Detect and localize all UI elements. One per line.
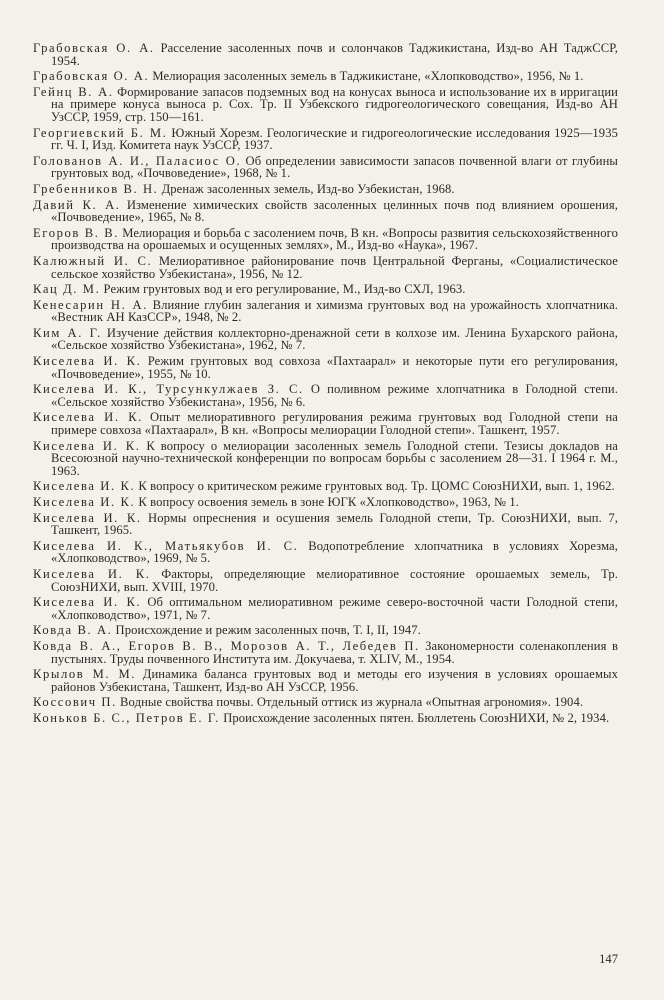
reference-text: К вопросу о критическом режиме грунтовых вод. Тр. ЦОМС СоюзНИХИ, вып. 1, 1962.: [138, 479, 615, 494]
reference-author: Киселева И. К.: [33, 510, 142, 525]
reference-author: Киселева И. К.: [33, 495, 136, 509]
reference-text: Формирование запасов подземных вод на конусах выноса и использование их в ирригации на примере конуса выноса р. Сох. Тр. II Узбекского гидрогеологического совещания, Изд-во АН УзССР, 1959, стр. 150—161.: [51, 84, 618, 124]
reference-entry: [33, 512, 618, 537]
reference-author: Коссович П.: [33, 695, 117, 710]
reference-author: Кенесарин Н. А.: [33, 297, 148, 312]
reference-text: Изучение действия коллекторно-дренажной сети в колхозе им. Ленина Бухарского района, «Сельское хозяйство Узбекистана», 1962, № 7.: [51, 325, 618, 353]
reference-author: Ковда В. А., Егоров В. В., Морозов А. Т., Лебедев П.: [33, 638, 420, 653]
reference-author: Георгиевский Б. М.: [33, 125, 168, 140]
reference-entry: [33, 480, 618, 493]
reference-author: Киселева И. К.: [33, 354, 142, 369]
reference-entry: [33, 411, 618, 436]
reference-author: Гейнц В. А.: [33, 84, 114, 99]
reference-author: Киселева И. К.: [33, 438, 141, 453]
reference-author: Голованов А. И., Паласиос О.: [33, 153, 242, 168]
reference-author: Калюжный И. С.: [33, 253, 153, 268]
reference-text: К вопросу о мелиорации засоленных земель Голодной степи. Тезисы докладов на Всесоюзной научно-технической конференции по вопросам борьбы с засолением 28—31. I 1964 г. М., 1963.: [51, 438, 618, 478]
reference-entry: [33, 199, 618, 224]
reference-author: Кац Д. М.: [33, 282, 101, 297]
reference-text: Нормы опреснения и осушения земель Голодной степи, Тр. СоюзНИХИ, вып. 7, Ташкент, 1965.: [51, 510, 618, 538]
reference-entry: [33, 183, 618, 196]
reference-entry: [33, 227, 618, 252]
reference-entry: [33, 712, 618, 725]
reference-text: Расселение засоленных почв и солончаков Таджикистана, Изд-во АН ТаджССР, 1954.: [51, 41, 618, 68]
reference-author: Киселева И. К., Матьякубов И. С.: [33, 538, 299, 553]
reference-author: Егоров В. В.: [33, 225, 120, 240]
reference-author: Киселева И. К.: [33, 479, 136, 494]
reference-text: Происхождение и режим засоленных почв, Т. I, II, 1947.: [115, 623, 421, 638]
reference-entry: [33, 568, 618, 593]
reference-text: Факторы, определяющие мелиоративное состояние орошаемых земель, Тр. СоюзНИХИ, вып. XVIII, 1970.: [51, 566, 618, 594]
reference-author: Ковда В. А.: [33, 623, 113, 638]
reference-author: Грабовская О. А.: [33, 41, 155, 55]
reference-author: Гребенников В. Н.: [33, 181, 159, 196]
reference-entry: [33, 624, 618, 637]
reference-list: [33, 42, 618, 728]
reference-entry: [33, 496, 618, 509]
reference-author: Крылов М. М.: [33, 667, 137, 682]
reference-entry: [33, 440, 618, 478]
reference-text: Мелиорация засоленных земель в Таджикистане, «Хлопководство», 1956, № 1.: [152, 69, 584, 84]
reference-text: Дренаж засоленных земель, Изд-во Узбекистан, 1968.: [161, 181, 455, 196]
reference-author: Коньков Б. С., Петров Е. Г.: [33, 710, 221, 725]
reference-entry: [33, 640, 618, 665]
reference-entry: [33, 596, 618, 621]
reference-entry: [33, 668, 618, 693]
reference-entry: [33, 355, 618, 380]
reference-author: Грабовская О. А.: [33, 69, 150, 84]
reference-entry: [33, 327, 618, 352]
reference-author: Ким А. Г.: [33, 325, 102, 340]
reference-text: Изменение химических свойств засоленных целинных почв под влиянием орошения, «Почвоведение», 1965, № 8.: [51, 197, 618, 225]
reference-text: Водопотребление хлопчатника в условиях Хорезма, «Хлопководство», 1969, № 5.: [51, 538, 618, 566]
reference-text: Происхождение засоленных пятен. Бюллетень СоюзНИХИ, № 2, 1934.: [223, 710, 610, 725]
reference-text: Влияние глубин залегания и химизма грунтовых вод на урожайность хлопчатника. «Вестник АН КазССР», 1948, № 2.: [51, 297, 619, 325]
reference-text: Мелиоративное районирование почв Центральной Ферганы, «Социалистическое сельское хозяйство Узбекистана», 1956, № 12.: [51, 253, 618, 281]
page-number: 147: [599, 952, 618, 966]
reference-text: Режим грунтовых вод совхоза «Пахтаарал» и некоторые пути его регулирования, «Почвоведение», 1955, № 10.: [51, 354, 618, 381]
reference-text: Режим грунтовых вод и его регулирование, М., Изд-во СХЛ, 1963.: [103, 282, 466, 297]
reference-author: Киселева И. К., Турсункулжаев З. С.: [33, 382, 304, 397]
reference-text: К вопросу освоения земель в зоне ЮГК «Хлопководство», 1963, № 1.: [138, 495, 519, 509]
reference-text: Опыт мелиоративного регулирования режима грунтовых вод Голодной степи на примере совхоза «Пахтаарал», В кн. «Вопросы мелиорации Голодной степи». Ташкент, 1957.: [51, 410, 618, 438]
reference-text: Об оптимальном мелиоративном режиме северо-восточной части Голодной степи, «Хлопководство», 1971, № 7.: [51, 595, 618, 622]
reference-entry: [33, 299, 618, 324]
reference-author: Киселева И. К.: [33, 566, 151, 581]
reference-text: Динамика баланса грунтовых вод и методы его изучения в условиях орошаемых районов Узбекистана, Ташкент, Изд-во АН УзССР, 1956.: [51, 667, 618, 694]
reference-author: Киселева И. К.: [33, 410, 143, 425]
reference-text: Южный Хорезм. Геологические и гидрогеологические исследования 1925—1935 гг. Ч. I, Изд. Комитета наук УзССР, 1937.: [51, 125, 618, 153]
reference-entry: [33, 127, 618, 152]
reference-entry: [33, 42, 618, 67]
reference-text: Об определении зависимости запасов почвенной влаги от глубины грунтовых вод, «Почвоведение», 1968, № 1.: [51, 153, 618, 181]
reference-entry: [33, 540, 618, 565]
reference-entry: [33, 70, 618, 83]
reference-entry: [33, 696, 618, 709]
reference-text: Закономерности соленакопления в пустынях. Труды почвенного Института им. Докучаева, т. XLIV, М., 1954.: [51, 638, 618, 666]
reference-entry: [33, 283, 618, 296]
reference-entry: [33, 255, 618, 280]
reference-text: Мелиорация и борьба с засолением почв, В кн. «Вопросы развития сельскохозяйственного производства на орошаемых и осущенных землях», М., Изд-во «Наука», 1967.: [51, 225, 618, 253]
reference-entry: [33, 383, 618, 408]
reference-text: О поливном режиме хлопчатника в Голодной степи. «Сельское хозяйство Узбекистана», 1956, № 6.: [51, 382, 618, 409]
reference-entry: [33, 86, 618, 124]
reference-text: Водные свойства почвы. Отдельный оттиск из журнала «Опытная агрономия». 1904.: [120, 695, 584, 710]
reference-author: Киселева И. К.: [33, 595, 142, 610]
reference-author: Давий К. А.: [33, 197, 121, 212]
reference-entry: [33, 155, 618, 180]
